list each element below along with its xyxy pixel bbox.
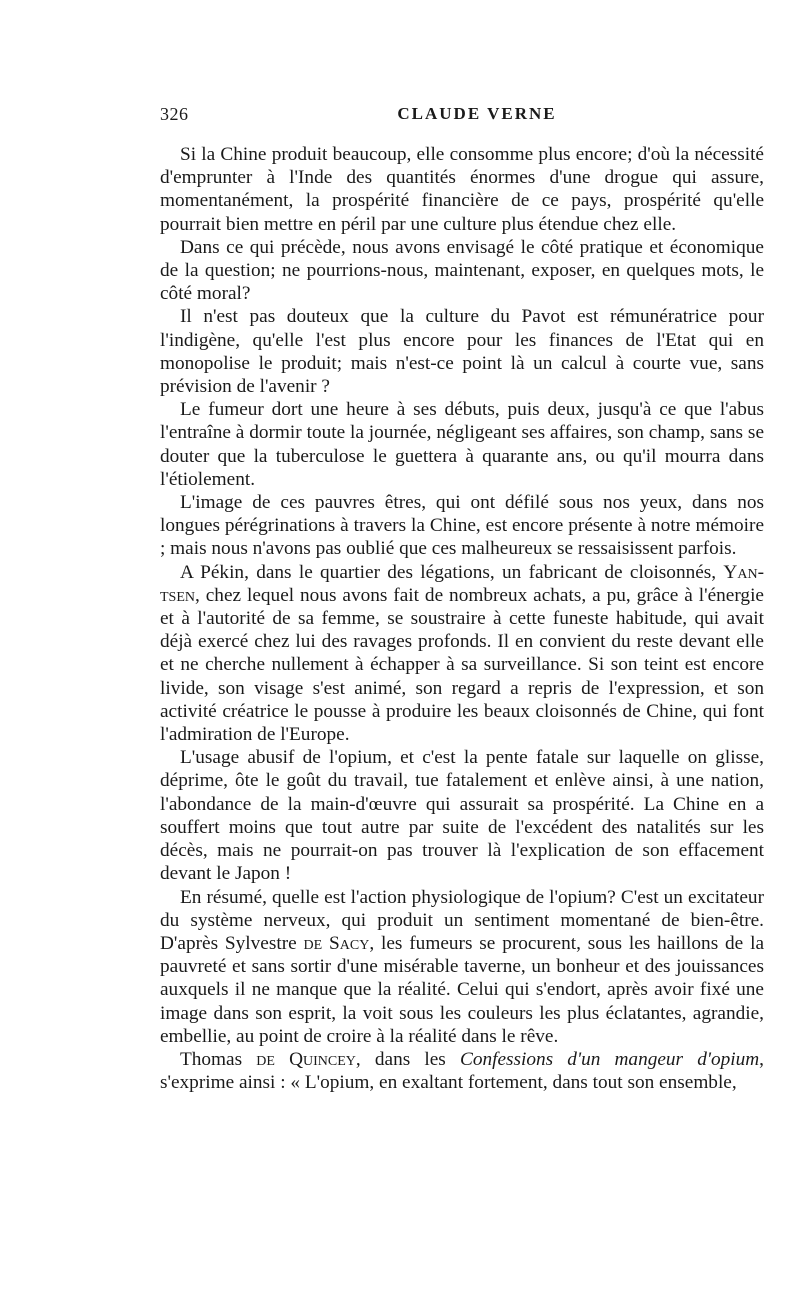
small-caps-name: Yan-tsen bbox=[160, 561, 764, 606]
paragraph bbox=[160, 886, 764, 1048]
running-header bbox=[160, 104, 764, 130]
text-span: L'image de ces pauvres êtres, qui ont défilé sous nos yeux, dans nos longues pérégrinations à travers la Chine, est encore présente à notre mémoire ; mais nous n'avons pas oublié que ces malheureux se ressaisissent parfois. bbox=[160, 492, 764, 560]
text-span: , s'exprime ainsi : « L'opium, en exaltant fortement, dans tout son ensemble, bbox=[160, 1048, 764, 1094]
book-title-italic: Confessions d'un mangeur d'opium bbox=[459, 1048, 760, 1070]
paragraph bbox=[160, 398, 764, 491]
paragraph bbox=[160, 746, 764, 885]
text-span: , dans les bbox=[355, 1048, 460, 1070]
paragraph bbox=[160, 561, 764, 747]
page-number: 326 bbox=[160, 104, 189, 124]
paragraph bbox=[160, 143, 764, 236]
text-span: Le fumeur dort une heure à ses débuts, puis deux, jusqu'à ce que l'abus l'entraîne à dormir toute la journée, négligeant ses affaires, son champ, sans se douter que la tuberculose le guettera à quarante ans, ou qu'il mourra dans l'étiolement. bbox=[160, 399, 764, 490]
small-caps-name: de Quincey bbox=[256, 1048, 356, 1070]
text-span: Dans ce qui précède, nous avons envisagé le côté pratique et économique de la question; ne pourrions-nous, maintenant, exposer, en quelques mots, le côté moral? bbox=[160, 236, 764, 305]
text-span: Il n'est pas douteux que la culture du Pavot est rémunératrice pour l'indigène, qu'elle l'est plus encore pour les finances de l'Etat qui en monopolise le produit; mais n'est-ce point là un calcul à courte vue, sans prévision de l'avenir ? bbox=[160, 306, 764, 398]
text-span: L'usage abusif de l'opium, et c'est la pente fatale sur laquelle on glisse, déprime, ôte le goût du travail, tue fatalement et enlève ainsi, à une nation, l'abondance de la main-d'œuvre qui assurait sa prospérité. La Chine en a souffert moins que tout autre par suite de l'excédent des natalités sur les décès, mais ne pourrait-on pas trouver là l'explication de son effacement devant le Japon ! bbox=[160, 747, 764, 885]
text-span: Thomas bbox=[180, 1048, 257, 1070]
paragraph bbox=[160, 236, 764, 306]
body-text bbox=[160, 143, 764, 1094]
small-caps-name: de Sacy bbox=[303, 932, 370, 954]
paragraph bbox=[160, 1048, 764, 1094]
text-span: , chez lequel nous avons fait de nombreux achats, a pu, grâce à l'énergie et à l'autorité de sa femme, se soustraire à cette funeste habitude, qui avait déjà exercé chez lui des ravages profonds. Il en convient du reste devant elle et ne cherche nullement à échapper à sa surveillance. Si son teint est encore livide, son visage s'est animé, son regard a repris de l'expression, et son activité créatrice le pousse à produire les beaux cloisonnés de Chine, qui font l'admiration de l'Europe. bbox=[160, 584, 764, 746]
text-span: Si la Chine produit beaucoup, elle consomme plus encore; d'où la nécessité d'emprunter à l'Inde des quantités énormes d'une drogue qui assure, momentanément, la prospérité financière de ce pays, prospérité qu'elle pourrait bien mettre en péril par une culture plus étendue chez elle. bbox=[160, 144, 764, 235]
paragraph bbox=[160, 491, 764, 561]
text-span: En résumé, quelle est l'action physiologique de l'opium? C'est un excitateur du système nerveux, qui produit un sentiment momentané de bien-être. D'après Sylvestre bbox=[160, 886, 764, 954]
running-title: CLAUDE VERNE bbox=[397, 104, 557, 123]
text-span: A Pékin, dans le quartier des légations, un fabricant de cloisonnés, bbox=[180, 561, 724, 583]
paragraph bbox=[160, 305, 764, 398]
text-span: , les fumeurs se procurent, sous les haillons de la pauvreté et sans sortir d'une misérable taverne, un bonheur et des jouissances auxquels il ne manque que la réalité. Celui qui s'endort, après avoir fixé une image dans son esprit, la voit sous les couleurs les plus éclatantes, agrandie, embellie, au point de croire à la réalité dans le rêve. bbox=[160, 932, 764, 1047]
